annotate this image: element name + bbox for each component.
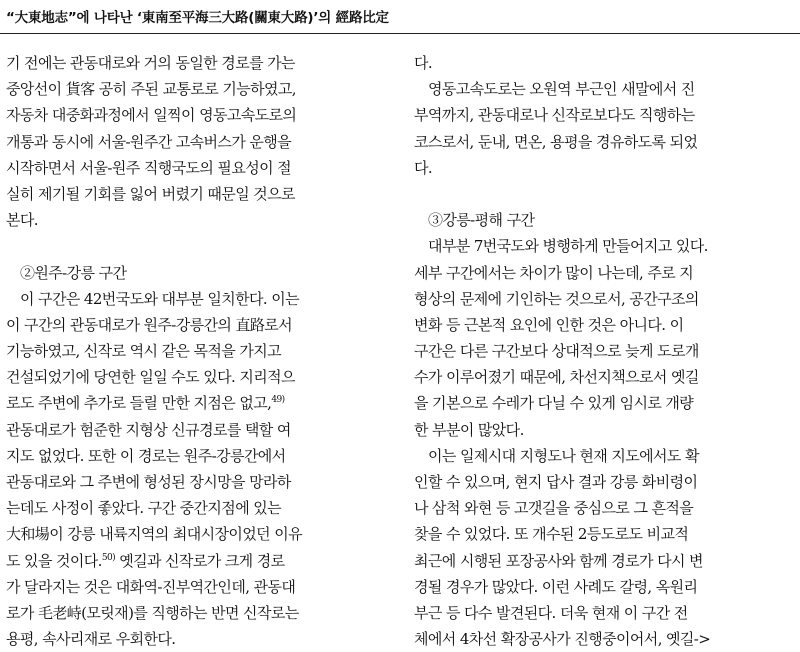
text-line: 영동고속도로는 오원역 부근인 새말에서 진	[428, 80, 695, 99]
text-fragment: 옛길과 신작로가 크게 경로	[115, 551, 285, 570]
text-line: 실히 제기될 기회를 잃어 버렸기 때문일 것으로	[6, 184, 295, 203]
text-line: 찾을 수 있었다. 또 개수된 2등도로도 비교적	[414, 525, 689, 544]
text-line: 이는 일제시대 지형도나 현재 지도에서도 확	[428, 446, 699, 465]
running-head: “大東地志”에 나타난 ‘東南至平海三大路(關東大路)’의 經路比定	[6, 10, 389, 26]
text-line: 이 구간의 관동대로가 원주-강릉간의 直路로서	[6, 315, 293, 334]
text-line: 관동대로와 그 주변에 형성된 장시망을 망라하	[6, 473, 291, 491]
text-line: 수가 이루어졌기 때문에, 차선지책으로서 옛길	[414, 368, 699, 387]
text-line: 부역까지, 관동대로나 신작로보다도 직행하는	[414, 106, 695, 125]
text-line: 다.	[414, 54, 433, 72]
right-column	[414, 50, 794, 652]
text-line: 이 구간은 42번국도와 대부분 일치한다. 이는	[20, 289, 300, 308]
section-heading: ②원주-강릉 구간	[20, 263, 127, 282]
text-line: 개통과 동시에 서울-원주간 고속버스가 운행을	[6, 132, 292, 151]
text-fragment: 도 있을 것이다.	[6, 551, 102, 570]
text-line: 코스로서, 둔내, 면온, 용평을 경유하도록 되었	[414, 132, 698, 151]
text-line: 건설되었기에 당연한 일일 수도 있다. 지리적으	[6, 368, 295, 387]
text-line: 는데도 사정이 좋았다. 구간 중간지점에 있는	[6, 499, 282, 518]
text-line: 을 기본으로 수레가 다닐 수 있게 임시로 개량	[414, 394, 694, 413]
text-line: 용평, 속사리재로 우회한다.	[6, 630, 176, 649]
text-line	[6, 548, 380, 574]
text-line: 지도 없었다. 또한 이 경로는 원주-강릉간에서	[6, 446, 286, 465]
footnote-marker: 50)	[101, 552, 116, 563]
text-line: 한 부분이 많았다.	[414, 420, 524, 439]
text-fragment: 로도 주변에 추가로 들릴 만한 지점은 없고,	[6, 394, 272, 413]
text-line: 변화 등 근본적 요인에 인한 것은 아니다. 이	[414, 315, 684, 334]
text-line: 세부 구간에서는 차이가 많이 나는데, 주로 지	[414, 263, 694, 282]
text-line: 기 전에는 관동대로와 거의 동일한 경로를 가는	[6, 54, 295, 72]
text-line: 기능하였고, 신작로 역시 같은 목적을 가지고	[6, 342, 282, 361]
text-line: 로가 毛老峙(모릿재)를 직행하는 반면 신작로는	[6, 603, 299, 622]
text-line: 다.	[414, 158, 433, 177]
text-line: 나 삼척 와현 등 고갯길을 중심으로 그 흔적을	[414, 499, 694, 518]
text-line: 최근에 시행된 포장공사와 함께 경로가 다시 변	[414, 551, 703, 570]
text-line: 관동대로가 험준한 지형상 신규경로를 택할 여	[6, 420, 291, 439]
text-line: 부근 등 다수 발견된다. 더욱 현재 이 구간 전	[414, 603, 688, 622]
text-line: 大和場이 강릉 내륙지역의 최대시장이었던 이유	[6, 525, 303, 544]
text-line: 중앙선이 貨客 공히 주된 교통로로 기능하였고,	[6, 80, 296, 99]
section-heading: ③강릉-평해 구간	[428, 211, 535, 230]
text-line: 가 달라지는 것은 대화역-진부역간인데, 관동대	[6, 577, 296, 596]
text-line: 체에서 4차선 확장공사가 진행중이어서, 옛길->	[414, 630, 711, 649]
header-rule	[0, 33, 800, 34]
text-line: 본다.	[6, 211, 38, 230]
footnote-marker: 49)	[271, 395, 285, 406]
paragraph-gap	[414, 181, 794, 207]
text-line	[6, 390, 380, 416]
paragraph-gap	[6, 233, 380, 259]
text-line: 인할 수 있으며, 현지 답사 결과 강릉 화비령이	[414, 473, 698, 491]
text-line: 형상의 문제에 기인하는 것으로서, 공간구조의	[414, 289, 699, 308]
text-line: 자동차 대중화과정에서 일찍이 영동고속도로의	[6, 106, 297, 125]
text-line: 시작하면서 서울-원주 직행국도의 필요성이 절	[6, 158, 292, 177]
text-line: 구간은 다른 구간보다 상대적으로 늦게 도로개	[414, 342, 699, 361]
left-column	[6, 50, 380, 652]
text-line: 대부분 7번국도와 병행하게 만들어지고 있다.	[428, 237, 708, 256]
text-line: 경될 경우가 많았다. 이런 사례도 갈령, 옥원리	[414, 577, 698, 596]
